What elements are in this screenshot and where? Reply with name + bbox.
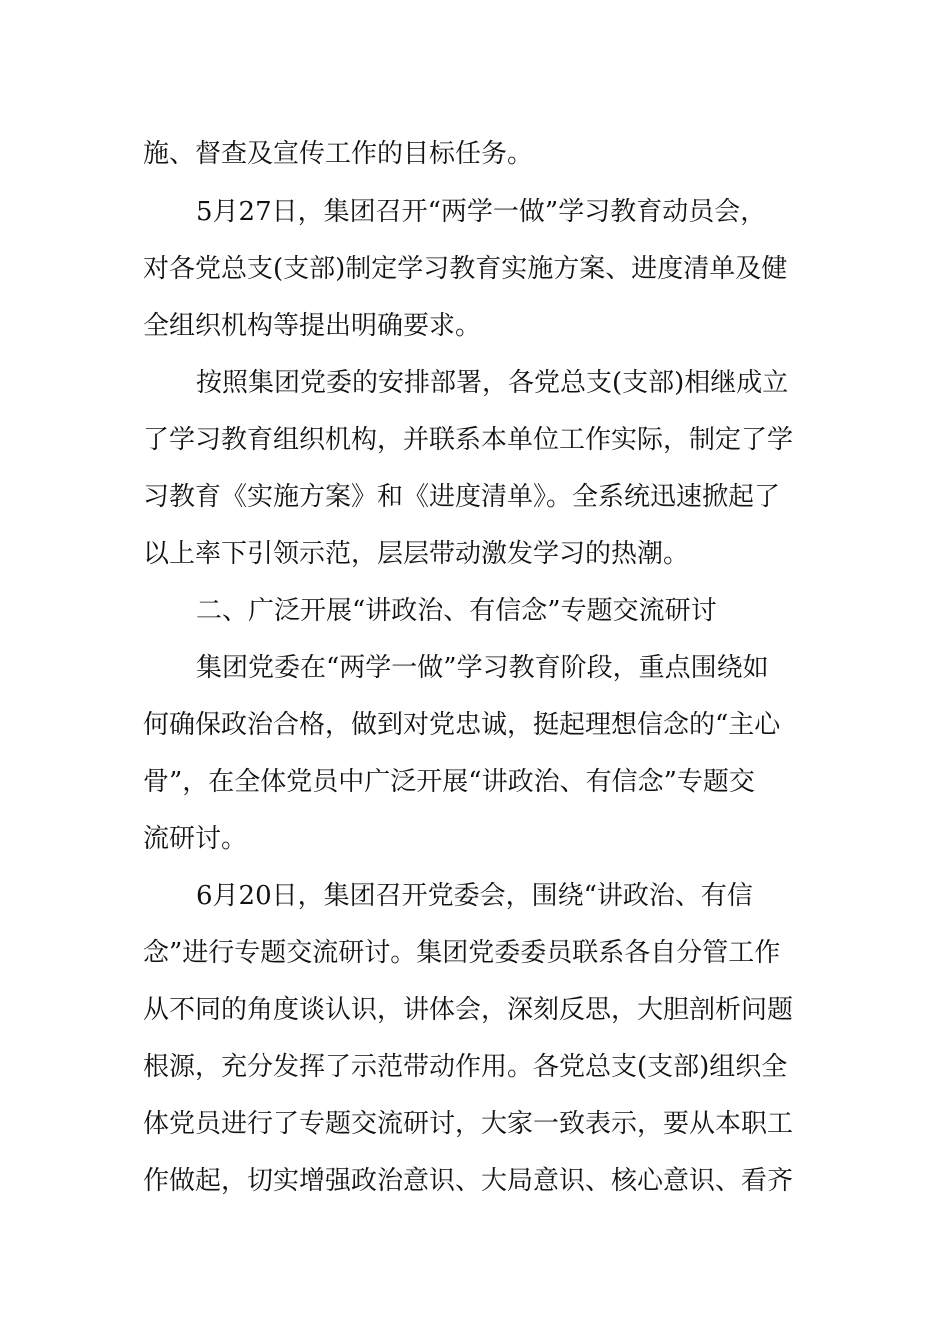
text-line: 体党员进行了专题交流研讨，大家一致表示，要从本职工: [143, 1109, 794, 1139]
text-line: 全组织机构等提出明确要求。: [143, 311, 482, 341]
text-line: 从不同的角度谈认识，讲体会，深刻反思，大胆剖析问题: [143, 995, 794, 1025]
text-line: 对各党总支(支部)制定学习教育实施方案、进度清单及健: [143, 254, 788, 284]
text-line: 流研讨。: [143, 824, 248, 854]
text-line: 5月27日，集团召开“两学一做”学习教育动员会，: [196, 197, 767, 227]
text-line: 根源，充分发挥了示范带动作用。各党总支(支部)组织全: [143, 1052, 788, 1082]
text-line: 以上率下引领示范，层层带动激发学习的热潮。: [143, 539, 690, 569]
text-line: 6月20日，集团召开党委会，围绕“讲政治、有信: [196, 881, 753, 911]
text-line: 习教育《实施方案》和《进度清单》。全系统迅速掀起了: [143, 482, 781, 512]
text-line: 按照集团党委的安排部署，各党总支(支部)相继成立: [196, 368, 789, 398]
text-line: 作做起，切实增强政治意识、大局意识、核心意识、看齐: [143, 1166, 794, 1196]
section-heading: 二、广泛开展“讲政治、有信念”专题交流研讨: [196, 596, 717, 626]
text-line: 骨”，在全体党员中广泛开展“讲政治、有信念”专题交: [143, 767, 755, 797]
text-line: 了学习教育组织机构，并联系本单位工作实际，制定了学: [143, 425, 794, 455]
text-line: 集团党委在“两学一做”学习教育阶段，重点围绕如: [196, 653, 769, 683]
text-line: 何确保政治合格，做到对党忠诚，挺起理想信念的“主心: [143, 710, 781, 740]
text-line: 施、督查及宣传工作的目标任务。: [143, 139, 534, 169]
text-line: 念”进行专题交流研讨。集团党委委员联系各自分管工作: [143, 938, 781, 968]
